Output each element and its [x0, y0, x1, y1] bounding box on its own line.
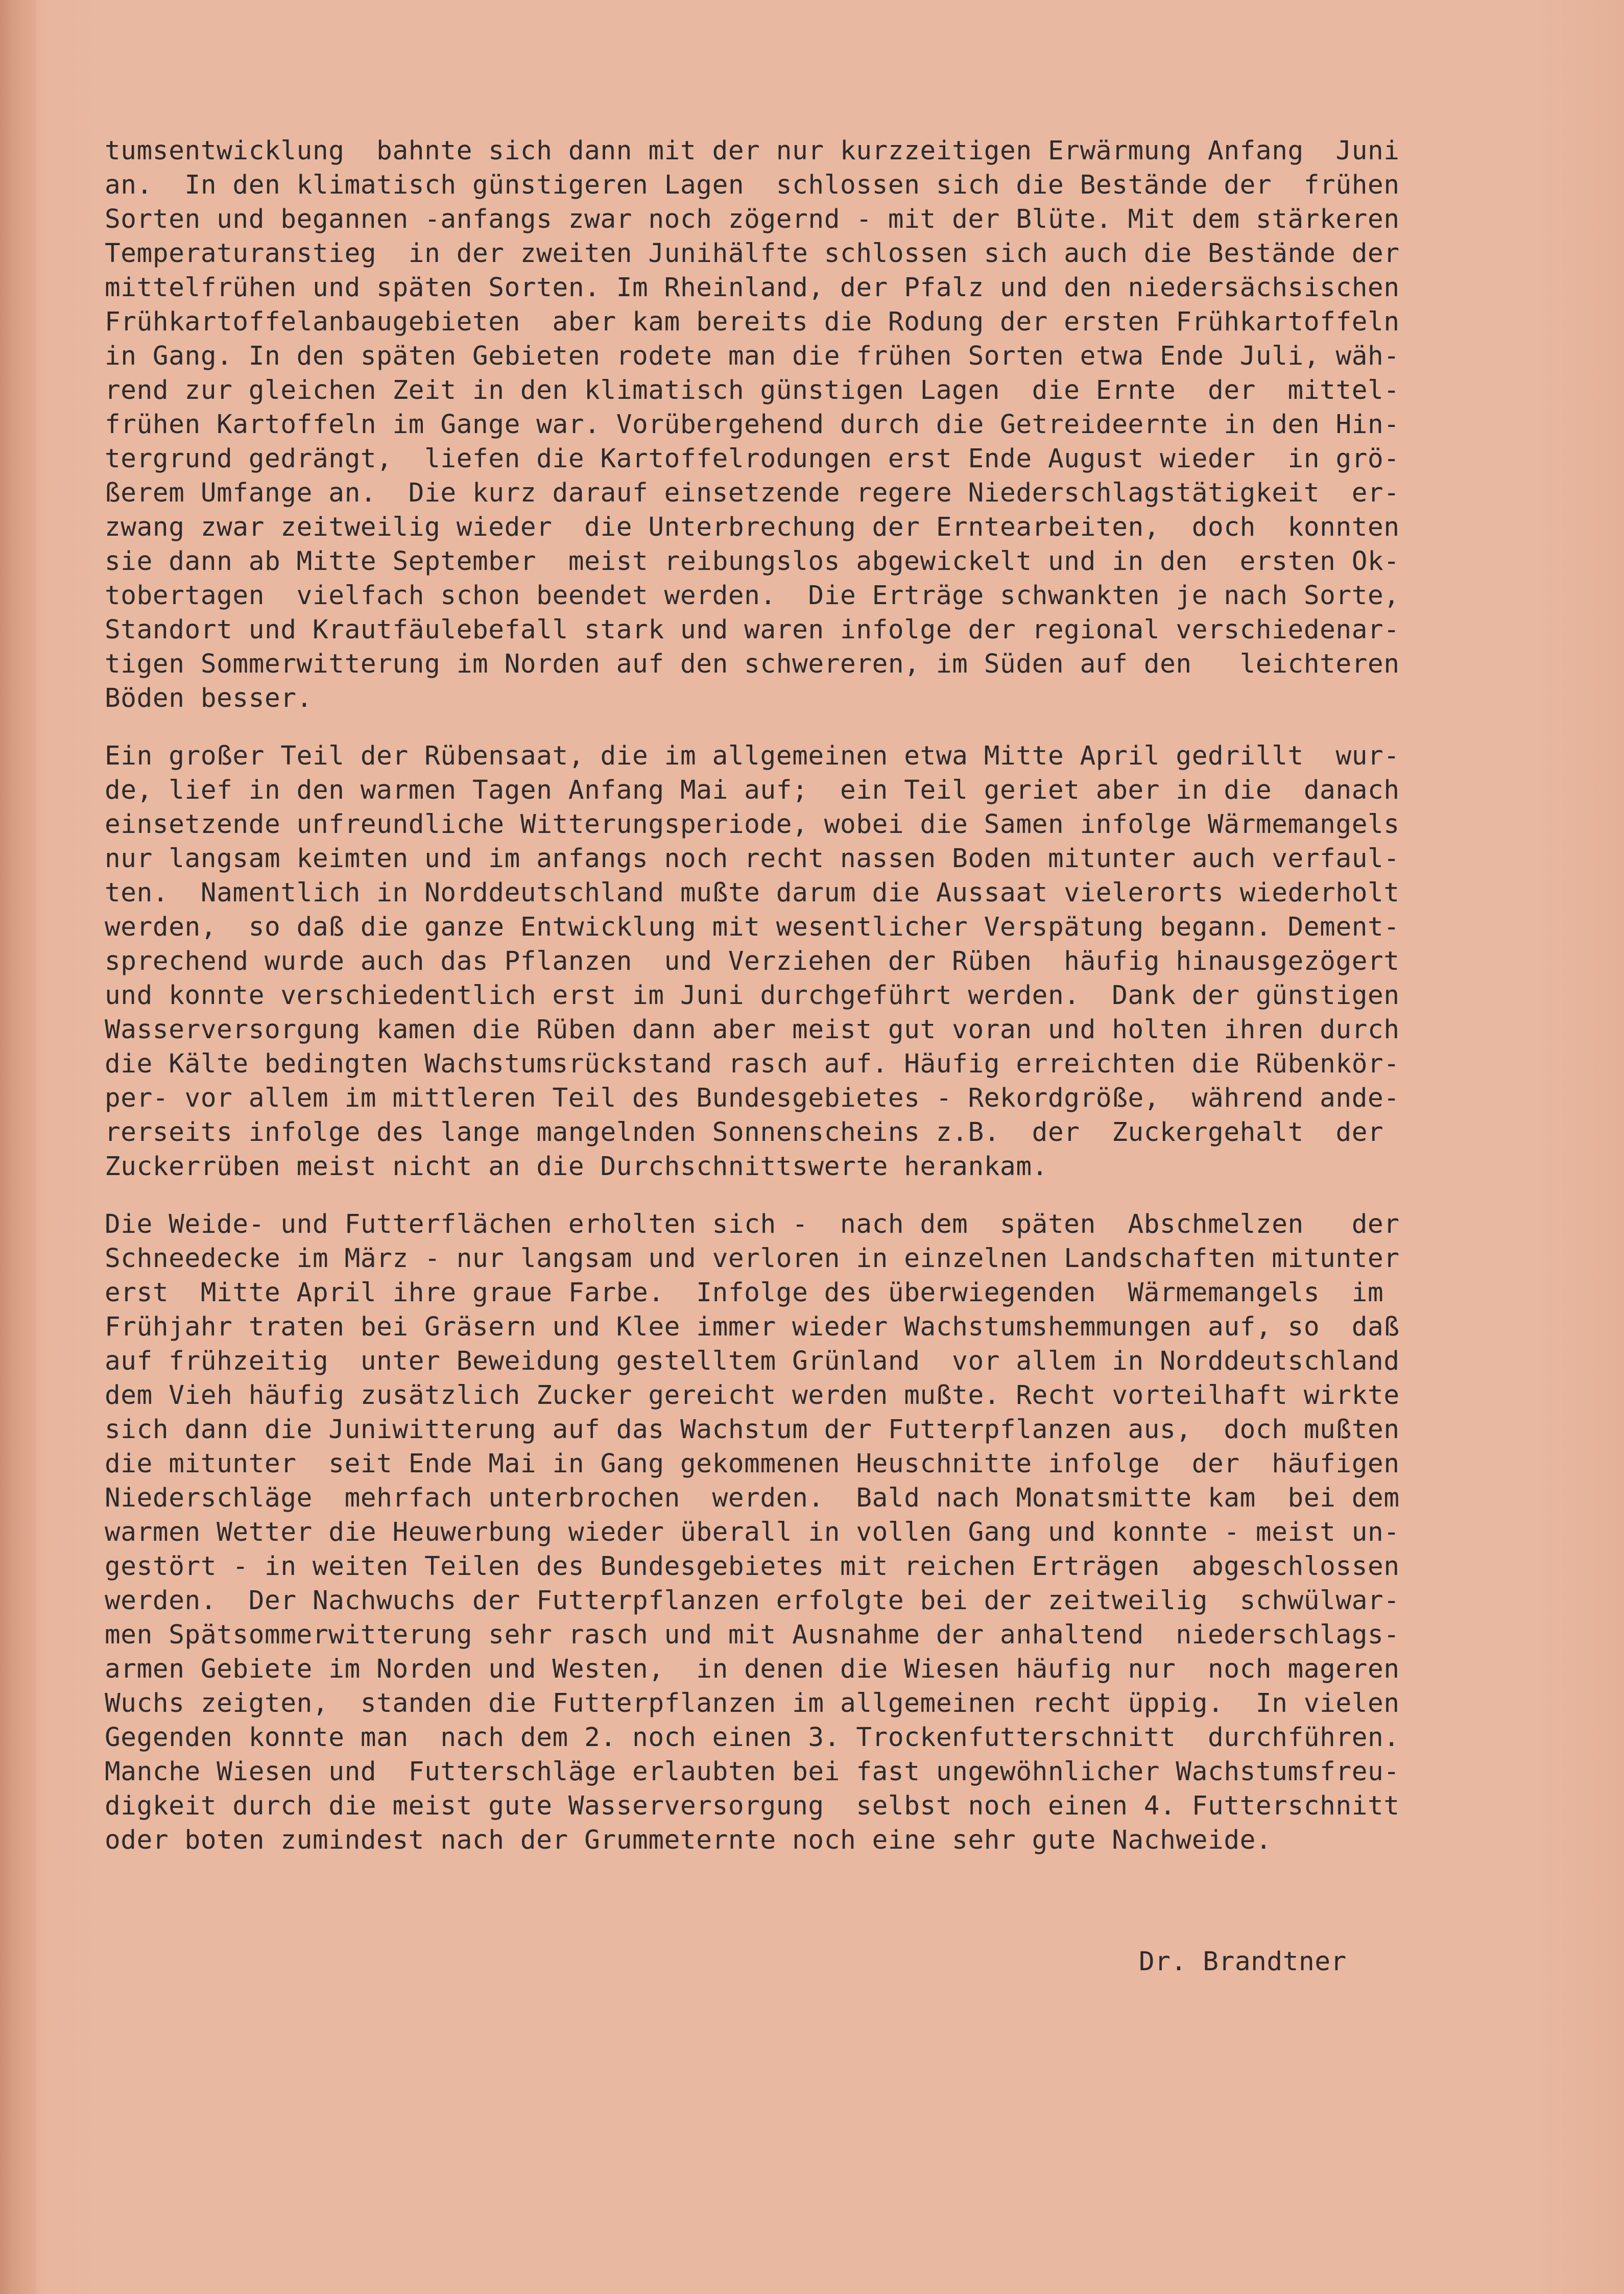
text-line: auf frühzeitig unter Beweidung gestelltem Grünland vor allem in Norddeutschland [105, 1346, 1400, 1376]
text-line: werden. Der Nachwuchs der Futterpflanzen erfolgte bei der zeitweilig schwülwar- [105, 1586, 1400, 1616]
text-line: frühen Kartoffeln im Gange war. Vorübergehend durch die Getreideernte in den Hin- [105, 410, 1400, 440]
text-line: nur langsam keimten und im anfangs noch recht nassen Boden mitunter auch verfaul- [105, 844, 1400, 874]
text-line: erst Mitte April ihre graue Farbe. Infolge des überwiegenden Wärmemangels im [105, 1278, 1384, 1308]
text-line: Schneedecke im März - nur langsam und verloren in einzelnen Landschaften mitunter [105, 1244, 1400, 1274]
text-line: ten. Namentlich in Norddeutschland mußte darum die Aussaat vielerorts wiederholt [105, 878, 1400, 908]
text-line: einsetzende unfreundliche Witterungsperiode, wobei die Samen infolge Wärmemangels [105, 809, 1400, 840]
text-line: die Kälte bedingten Wachstumsrückstand rasch auf. Häufig erreichten die Rübenkör- [105, 1049, 1400, 1079]
text-line: Wasserversorgung kamen die Rüben dann aber meist gut voran und holten ihren durch [105, 1015, 1400, 1045]
text-line: Die Weide- und Futterflächen erholten sich - nach dem späten Abschmelzen der [105, 1209, 1400, 1239]
paragraph-potatoes [105, 134, 1581, 715]
text-line: Temperaturanstieg in der zweiten Junihälfte schlossen sich auch die Bestände der [105, 238, 1400, 269]
text-line: tergrund gedrängt, liefen die Kartoffelrodungen erst Ende August wieder in grö- [105, 444, 1400, 474]
text-line: und konnte verschiedentlich erst im Juni durchgeführt werden. Dank der günstigen [105, 981, 1400, 1011]
text-line: de, lief in den warmen Tagen Anfang Mai auf; ein Teil geriet aber in die danach [105, 775, 1400, 805]
text-line: an. In den klimatisch günstigeren Lagen schlossen sich die Bestände der frühen [105, 170, 1400, 200]
text-line: tumsentwicklung bahnte sich dann mit der nur kurzzeitigen Erwärmung Anfang Juni [105, 136, 1400, 166]
text-line: sich dann die Juniwitterung auf das Wachstum der Futterpflanzen aus, doch mußten [105, 1415, 1400, 1445]
text-line: per- vor allem im mittleren Teil des Bundesgebietes - Rekordgröße, während ande- [105, 1083, 1400, 1113]
text-line: sprechend wurde auch das Pflanzen und Verziehen der Rüben häufig hinausgezögert [105, 946, 1400, 976]
text-line: ßerem Umfange an. Die kurz darauf einsetzende regere Niederschlagstätigkeit er- [105, 478, 1400, 508]
text-line: Standort und Krautfäulebefall stark und waren infolge der regional verschiedenar- [105, 615, 1400, 645]
text-line: armen Gebiete im Norden und Westen, in denen die Wiesen häufig nur noch mageren [105, 1654, 1400, 1684]
signature: Dr. Brandtner [1139, 1947, 1347, 1977]
text-line: rerseits infolge des lange mangelnden Sonnenscheins z.B. der Zuckergehalt der [105, 1117, 1384, 1148]
text-line: Wuchs zeigten, standen die Futterpflanzen im allgemeinen recht üppig. In vielen [105, 1688, 1400, 1718]
text-line: tobertagen vielfach schon beendet werden. Die Erträge schwankten je nach Sorte, [105, 581, 1400, 611]
text-line: Gegenden konnte man nach dem 2. noch einen 3. Trockenfutterschnitt durchführen. [105, 1723, 1400, 1753]
text-line: sie dann ab Mitte September meist reibungslos abgewickelt und in den ersten Ok- [105, 546, 1400, 577]
text-line: gestört - in weiten Teilen des Bundesgebietes mit reichen Erträgen abgeschlossen [105, 1551, 1400, 1582]
text-line: Niederschläge mehrfach unterbrochen werden. Bald nach Monatsmitte kam bei dem [105, 1483, 1400, 1513]
document-body [105, 134, 1581, 1881]
text-line: Manche Wiesen und Futterschläge erlaubten bei fast ungewöhnlicher Wachstumsfreu- [105, 1757, 1400, 1787]
text-line: digkeit durch die meist gute Wasserversorgung selbst noch einen 4. Futterschnitt [105, 1791, 1400, 1821]
paragraph-beets [105, 739, 1581, 1184]
text-line: zwang zwar zeitweilig wieder die Unterbrechung der Erntearbeiten, doch konnten [105, 512, 1400, 542]
text-line: Frühjahr traten bei Gräsern und Klee immer wieder Wachstumshemmungen auf, so daß [105, 1312, 1400, 1342]
page-left-edge-shadow [0, 0, 36, 2294]
paragraph-pastures [105, 1207, 1581, 1857]
text-line: warmen Wetter die Heuwerbung wieder überall in vollen Gang und konnte - meist un- [105, 1517, 1400, 1547]
text-line: oder boten zumindest nach der Grummeternte noch eine sehr gute Nachweide. [105, 1825, 1272, 1855]
text-line: rend zur gleichen Zeit in den klimatisch günstigen Lagen die Ernte der mittel- [105, 375, 1400, 405]
text-line: mittelfrühen und späten Sorten. Im Rheinland, der Pfalz und den niedersächsischen [105, 273, 1400, 303]
text-line: men Spätsommerwitterung sehr rasch und mit Ausnahme der anhaltend niederschlags- [105, 1620, 1400, 1650]
text-line: tigen Sommerwitterung im Norden auf den schwereren, im Süden auf den leichteren [105, 649, 1400, 679]
text-line: Sorten und begannen -anfangs zwar noch zögernd - mit der Blüte. Mit dem stärkeren [105, 204, 1400, 234]
text-line: in Gang. In den späten Gebieten rodete man die frühen Sorten etwa Ende Juli, wäh- [105, 341, 1400, 371]
text-line: Böden besser. [105, 683, 313, 713]
text-line: dem Vieh häufig zusätzlich Zucker gereicht werden mußte. Recht vorteilhaft wirkte [105, 1380, 1400, 1411]
text-line: Frühkartoffelanbaugebieten aber kam bereits die Rodung der ersten Frühkartoffeln [105, 307, 1400, 337]
text-line: werden, so daß die ganze Entwicklung mit wesentlicher Verspätung begann. Dement- [105, 912, 1400, 942]
text-line: die mitunter seit Ende Mai in Gang gekommenen Heuschnitte infolge der häufigen [105, 1449, 1400, 1479]
text-line: Ein großer Teil der Rübensaat, die im allgemeinen etwa Mitte April gedrillt wur- [105, 741, 1400, 771]
text-line: Zuckerrüben meist nicht an die Durchschnittswerte herankam. [105, 1152, 1048, 1182]
